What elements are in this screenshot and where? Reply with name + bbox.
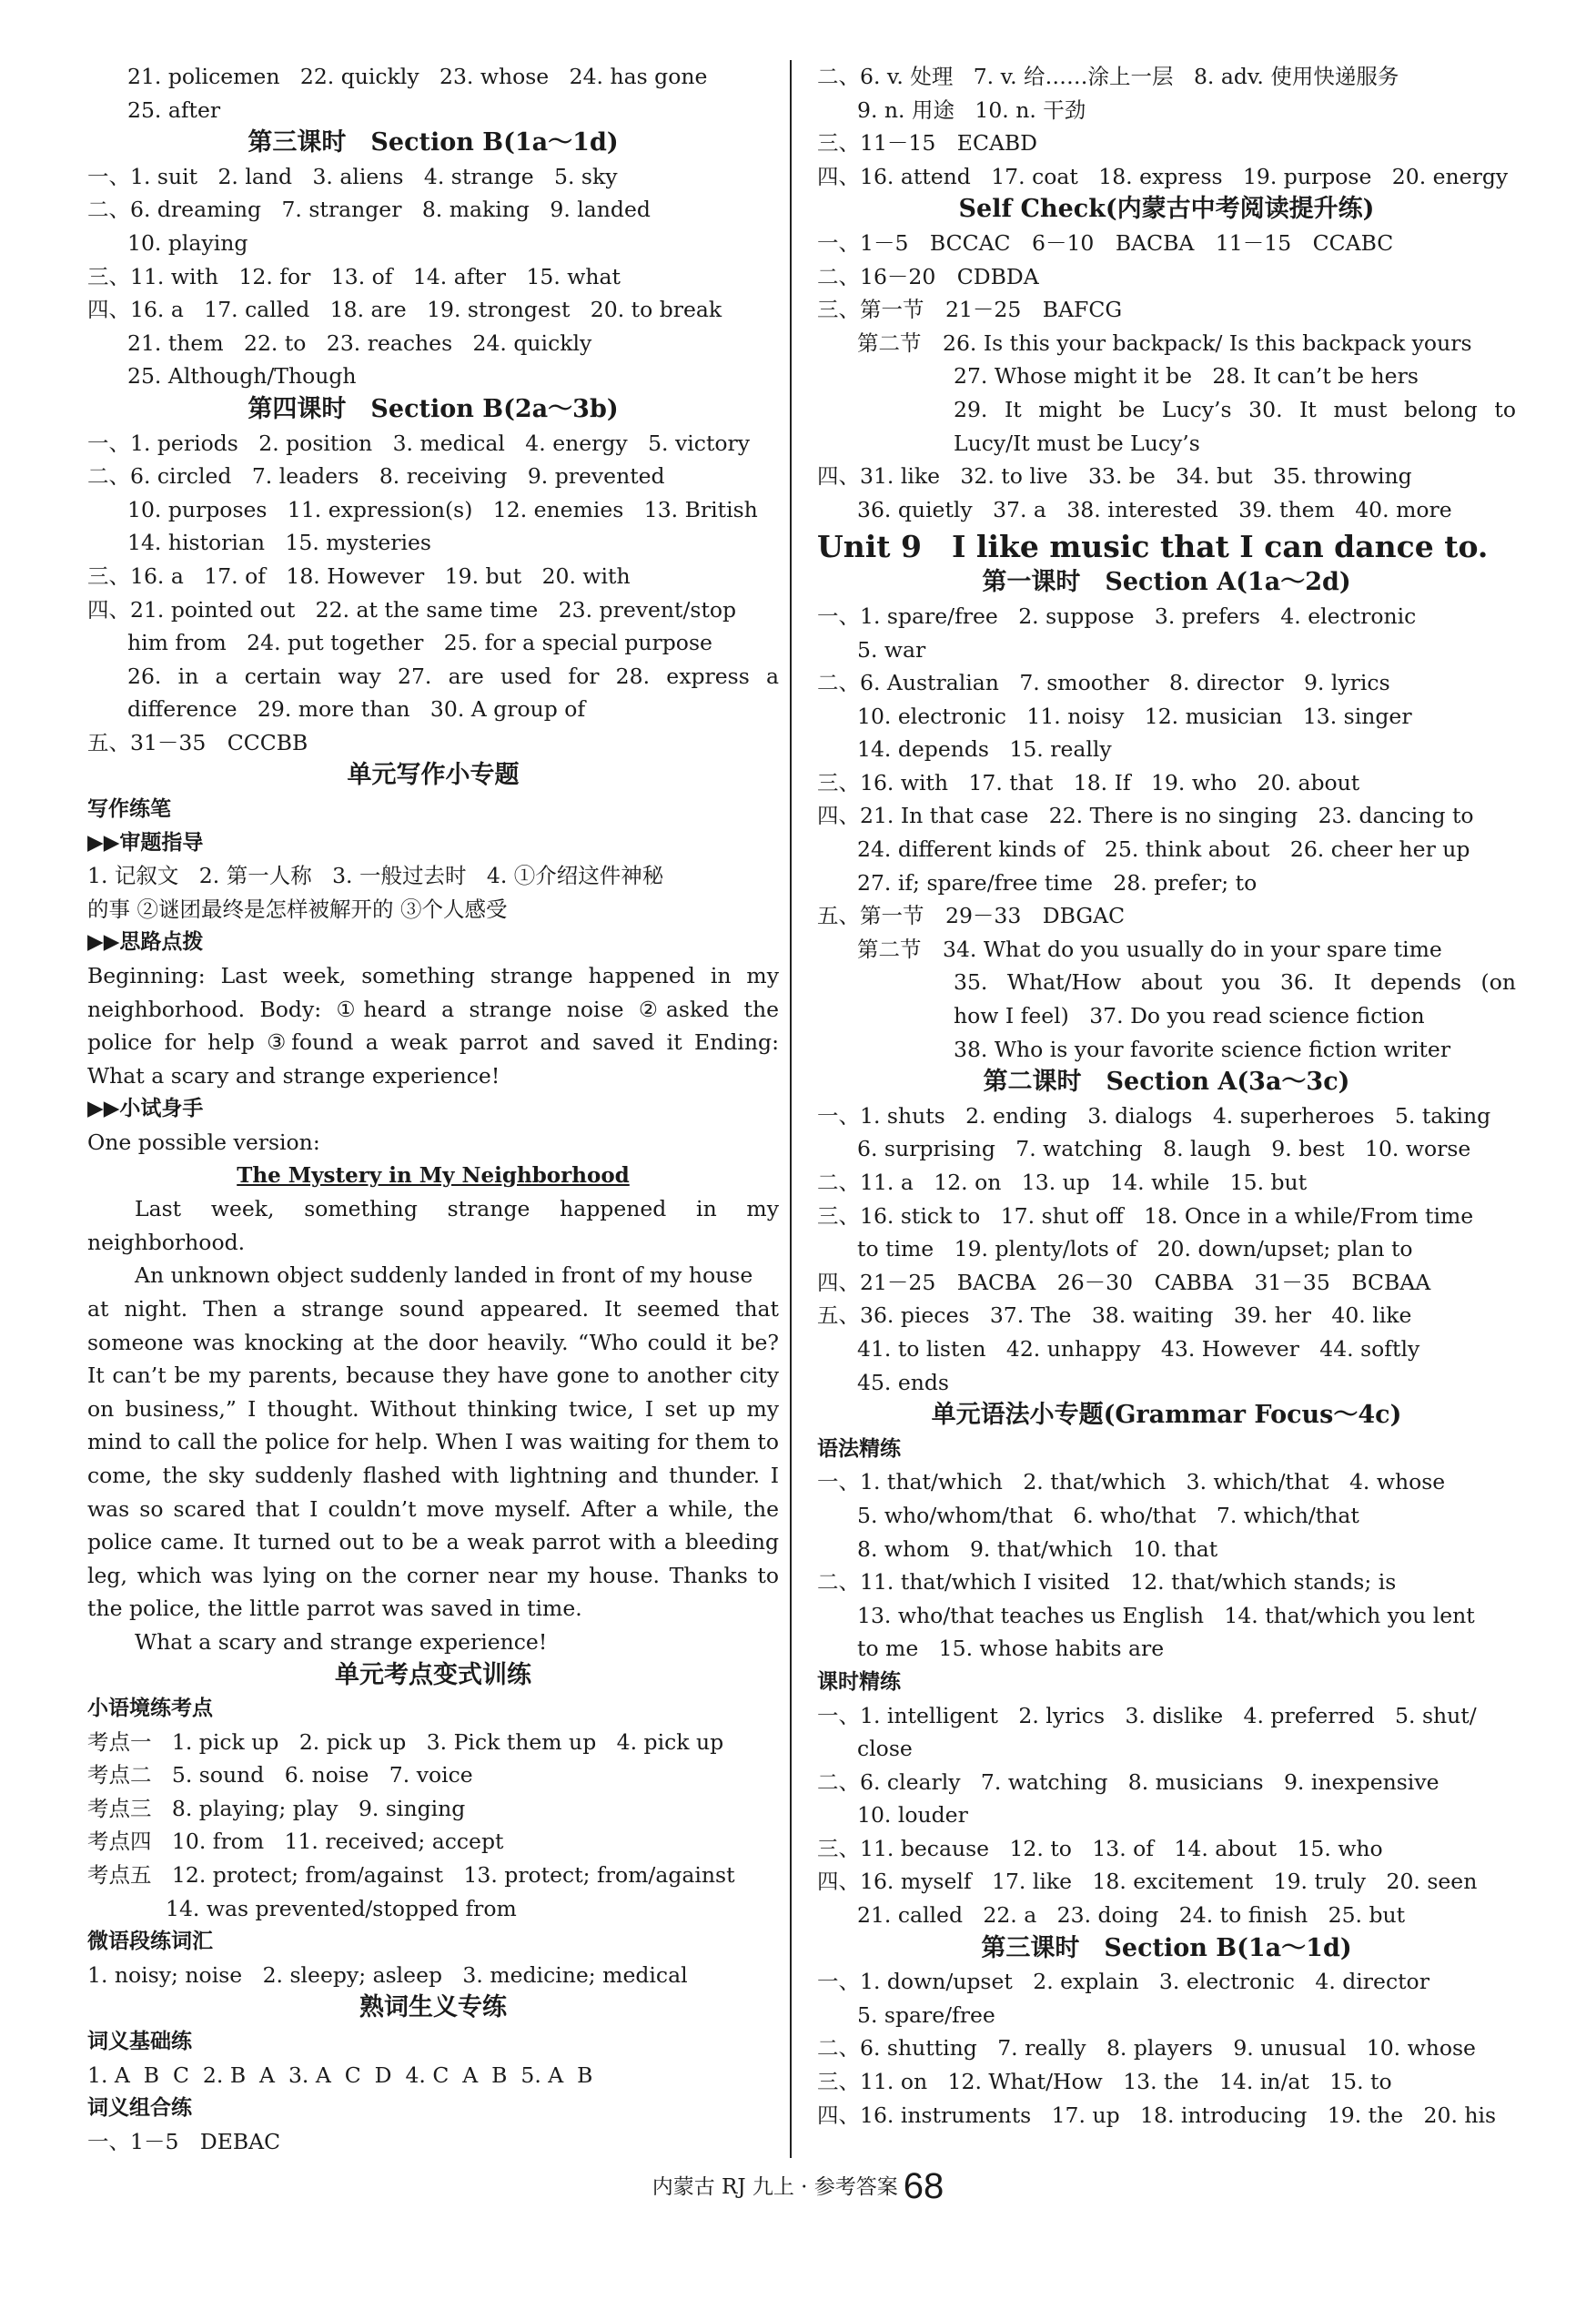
right-line: 二、11. that/which I visited 12. that/which stands; is	[817, 1569, 1397, 1596]
left-line: 的事 ②谜团最终是怎样被解开的 ③个人感受	[87, 896, 508, 922]
left-line: 一、1. periods 2. position 3. medical 4. energy 5. victory	[87, 430, 751, 456]
right-line: 四、21. In that case 22. There is no singing 23. dancing to	[817, 803, 1474, 829]
right-line: 五、第一节 29－33 DBGAC	[817, 903, 1126, 929]
right-line: 41. to listen 42. unhappy 43. However 44. softly	[857, 1335, 1420, 1362]
right-line: 21. called 22. a 23. doing 24. to finish 25. but	[857, 1902, 1406, 1929]
left-line: 考点二 5. sound 6. noise 7. voice	[87, 1762, 473, 1788]
right-line: 10. electronic 11. noisy 12. musician 13. singer	[857, 703, 1412, 729]
left-line: What a scary and strange experience!	[87, 1062, 500, 1089]
left-line: on business,” I thought. Without thinking twice, I set up my	[87, 1395, 779, 1422]
footer-label: 内蒙古 RJ 九上 · 参考答案	[652, 2175, 898, 2199]
left-line: 考点五 12. protect; from/against 13. protect; from/against	[87, 1862, 735, 1889]
left-line: 二、6. circled 7. leaders 8. receiving 9. prevented	[87, 463, 665, 490]
right-line: to time 19. plenty/lots of 20. down/upset; plan to	[857, 1236, 1413, 1262]
left-line: 考点一 1. pick up 2. pick up 3. Pick them up 4. pick up	[87, 1728, 724, 1755]
left-line: 1. noisy; noise 2. sleepy; asleep 3. medicine; medical	[87, 1961, 688, 1988]
left-line: Beginning: Last week, something strange happened in my	[87, 963, 779, 989]
right-line: 8. whom 9. that/which 10. that	[857, 1535, 1218, 1562]
column-divider	[790, 60, 792, 2158]
right-line: 27. Whose might it be 28. It can’t be hers	[954, 363, 1419, 390]
right-line: 45. ends	[857, 1369, 949, 1395]
left-line: 25. Although/Though	[127, 363, 357, 390]
left-line: 四、21. pointed out 22. at the same time 23. prevent/stop	[87, 596, 737, 623]
right-column	[817, 60, 1516, 2132]
right-line: 三、16. stick to 17. shut off 18. Once in a while/From time	[817, 1202, 1474, 1229]
left-line: An unknown object suddenly landed in front of my house	[135, 1262, 753, 1289]
right-line: 13. who/that teaches us English 14. that/which you lent	[857, 1602, 1475, 1628]
left-line: 三、11. with 12. for 13. of 14. after 15. what	[87, 263, 621, 289]
right-line: 27. if; spare/free time 28. prefer; to	[857, 869, 1258, 896]
left-line: 熟词生义专练	[359, 1993, 507, 2022]
right-line: 5. who/whom/that 6. who/that 7. which/that	[857, 1502, 1359, 1528]
right-line: 四、16. instruments 17. up 18. introducing 19. the 20. his	[817, 2102, 1497, 2128]
right-line: 二、6. shutting 7. really 8. players 9. unusual 10. whose	[817, 2035, 1476, 2062]
left-line: someone was knocking at the door heavily. “Who could it be?	[87, 1329, 779, 1355]
left-line: 写作练笔	[87, 797, 171, 822]
left-line: ▶▶审题指导	[87, 830, 204, 855]
left-line: 单元写作小专题	[347, 761, 520, 790]
right-line: 一、1. down/upset 2. explain 3. electronic 4. director	[817, 1969, 1429, 1995]
left-line: 微语段练词汇	[87, 1930, 213, 1954]
left-line: neighborhood.	[87, 1229, 246, 1255]
right-line: 二、6. v. 处理 7. v. 给……涂上一层 8. adv. 使用快递服务	[817, 64, 1399, 89]
right-line: 二、16－20 CDBDA	[817, 263, 1039, 289]
left-line: One possible version:	[87, 1130, 320, 1155]
left-line: 1. A B C 2. B A 3. A C D 4. C A B 5. A B	[87, 2062, 593, 2088]
right-line: 第三课时 Section B(1a～1d)	[981, 1933, 1352, 1962]
right-line: 四、16. attend 17. coat 18. express 19. purpose 20. energy	[817, 163, 1509, 189]
right-line: 第二节 26. Is this your backpack/ Is this backpack yours	[857, 329, 1472, 356]
right-line: 6. surprising 7. watching 8. laugh 9. best 10. worse	[857, 1136, 1471, 1162]
right-line: close	[857, 1736, 913, 1762]
right-line: 三、16. with 17. that 18. If 19. who 20. about	[817, 769, 1360, 795]
left-line: 一、1－5 DEBAC	[87, 2128, 281, 2154]
right-line: 二、6. clearly 7. watching 8. musicians 9. inexpensive	[817, 1768, 1439, 1795]
left-line: ▶▶小试身手	[87, 1097, 204, 1121]
right-line: 一、1. shuts 2. ending 3. dialogs 4. superheroes 5. taking	[817, 1102, 1491, 1129]
right-line: 一、1. that/which 2. that/which 3. which/that 4. whose	[817, 1469, 1446, 1495]
right-line: 四、16. myself 17. like 18. excitement 19. truly 20. seen	[817, 1869, 1478, 1895]
left-line: ▶▶思路点拨	[87, 930, 204, 955]
right-line: 三、11. because 12. to 13. of 14. about 15. who	[817, 1835, 1383, 1861]
left-line: Last week, something strange happened in my	[135, 1196, 779, 1222]
left-line: 第四课时 Section B(2a～3b)	[247, 394, 619, 423]
left-column	[87, 60, 779, 2158]
left-line: him from 24. put together 25. for a special purpose	[127, 630, 712, 656]
left-line: 考点四 10. from 11. received; accept	[87, 1829, 504, 1855]
right-line: 四、21－25 BACBA 26－30 CABBA 31－35 BCBAA	[817, 1269, 1431, 1295]
right-line: Self Check(内蒙古中考阅读提升练)	[958, 195, 1375, 224]
right-line: 10. louder	[857, 1802, 968, 1829]
right-line: 二、11. a 12. on 13. up 14. while 15. but	[817, 1170, 1308, 1195]
right-line: 单元语法小专题(Grammar Focus～4c)	[931, 1401, 1402, 1430]
right-line: 五、36. pieces 37. The 38. waiting 39. her 40. like	[817, 1302, 1412, 1329]
right-line: 29. It might be Lucy’s 30. It must belong to	[954, 396, 1516, 422]
left-line: 四、16. a 17. called 18. are 19. strongest 20. to break	[87, 297, 722, 323]
left-line: come, the sky suddenly flashed with lightning and thunder. I	[87, 1462, 779, 1488]
left-line: What a scary and strange experience!	[135, 1628, 548, 1655]
left-line: difference 29. more than 30. A group of	[127, 696, 586, 723]
left-line: 14. historian 15. mysteries	[127, 530, 431, 556]
right-line: Lucy/It must be Lucy’s	[954, 430, 1200, 456]
left-line: 小语境练考点	[87, 1697, 213, 1721]
right-line: to me 15. whose habits are	[857, 1636, 1165, 1662]
right-line: 课时精练	[817, 1669, 901, 1694]
right-line: 二、6. Australian 7. smoother 8. director 9. lyrics	[817, 670, 1390, 696]
right-line: 三、第一节 21－25 BAFCG	[817, 297, 1123, 323]
left-line: 二、6. dreaming 7. stranger 8. making 9. landed	[87, 197, 651, 223]
right-line: 语法精练	[817, 1436, 901, 1461]
right-line: 三、11. on 12. What/How 13. the 14. in/at 15. to	[817, 2069, 1392, 2095]
left-line: leg, which was lying on the corner near my house. Thanks to	[87, 1562, 779, 1588]
left-line: 26. in a certain way 27. are used for 28. express a	[127, 663, 779, 689]
left-line: 21. them 22. to 23. reaches 24. quickly	[127, 329, 592, 356]
left-line: 21. policemen 22. quickly 23. whose 24. has gone	[127, 64, 708, 89]
right-line: 9. n. 用途 10. n. 干劲	[857, 96, 1086, 123]
left-line: 考点三 8. playing; play 9. singing	[87, 1795, 466, 1821]
left-line: 一、1. suit 2. land 3. aliens 4. strange 5. sky	[87, 163, 618, 189]
right-line: 5. spare/free	[857, 2001, 995, 2028]
left-line: 10. purposes 11. expression(s) 12. enemies 13. British	[127, 496, 758, 522]
right-line: 一、1. spare/free 2. suppose 3. prefers 4. electronic	[817, 603, 1417, 629]
right-line: 第二课时 Section A(3a～3c)	[983, 1068, 1350, 1097]
left-line: neighborhood. Body: ①heard a strange noise ②asked the	[87, 996, 779, 1022]
right-line: 38. Who is your favorite science fiction writer	[954, 1036, 1451, 1062]
right-line: 四、31. like 32. to live 33. be 34. but 35. throwing	[817, 463, 1412, 490]
left-line: 第三课时 Section B(1a～1d)	[247, 128, 619, 157]
left-line: the police, the little parrot was saved in time.	[87, 1596, 582, 1622]
right-line: Unit 9 I like music that I can dance to.	[817, 529, 1489, 565]
left-line: at night. Then a strange sound appeared. It seemed that	[87, 1295, 779, 1322]
left-line: was so scared that I couldn’t move myself. After a while, the	[87, 1495, 779, 1522]
right-line: 第一课时 Section A(1a～2d)	[982, 568, 1351, 597]
left-line: 10. playing	[127, 229, 248, 256]
right-line: 一、1－5 BCCAC 6－10 BACBA 11－15 CCABC	[817, 229, 1394, 256]
right-line: 一、1. intelligent 2. lyrics 3. dislike 4. preferred 5. shut/	[817, 1702, 1477, 1728]
right-line: 5. war	[857, 636, 926, 663]
right-line: 14. depends 15. really	[857, 736, 1112, 763]
left-line: 1. 记叙文 2. 第一人称 3. 一般过去时 4. ①介绍这件神秘	[87, 863, 664, 889]
right-line: 24. different kinds of 25. think about 26. cheer her up	[857, 836, 1470, 863]
right-line: 第二节 34. What do you usually do in your spare time	[857, 936, 1442, 962]
left-line: 词义基础练	[87, 2030, 192, 2054]
page-number: 68	[903, 2166, 944, 2206]
left-line: 五、31－35 CCCBB	[87, 729, 308, 755]
left-line: 词义组合练	[87, 2096, 192, 2121]
left-line: 14. was prevented/stopped from	[166, 1895, 517, 1921]
left-line: The Mystery in My Neighborhood	[237, 1162, 630, 1188]
left-line: 25. after	[127, 96, 221, 123]
right-line: 36. quietly 37. a 38. interested 39. them 40. more	[857, 496, 1452, 522]
left-line: 单元考点变式训练	[335, 1660, 531, 1689]
right-line: how I feel) 37. Do you read science fiction	[954, 1003, 1425, 1029]
left-line: 三、16. a 17. of 18. However 19. but 20. with	[87, 562, 631, 589]
right-line: 35. What/How about you 36. It depends (on	[954, 969, 1516, 996]
left-line: police came. It turned out to be a weak parrot with a bleeding	[87, 1529, 779, 1555]
left-line: mind to call the police for help. When I was waiting for them to	[87, 1429, 779, 1455]
right-line: 三、11－15 ECABD	[817, 130, 1038, 157]
left-line: It can’t be my parents, because they have gone to another city	[87, 1363, 779, 1389]
left-line: police for help ③found a weak parrot and saved it Ending:	[87, 1029, 779, 1056]
page-footer	[0, 2166, 1596, 2207]
